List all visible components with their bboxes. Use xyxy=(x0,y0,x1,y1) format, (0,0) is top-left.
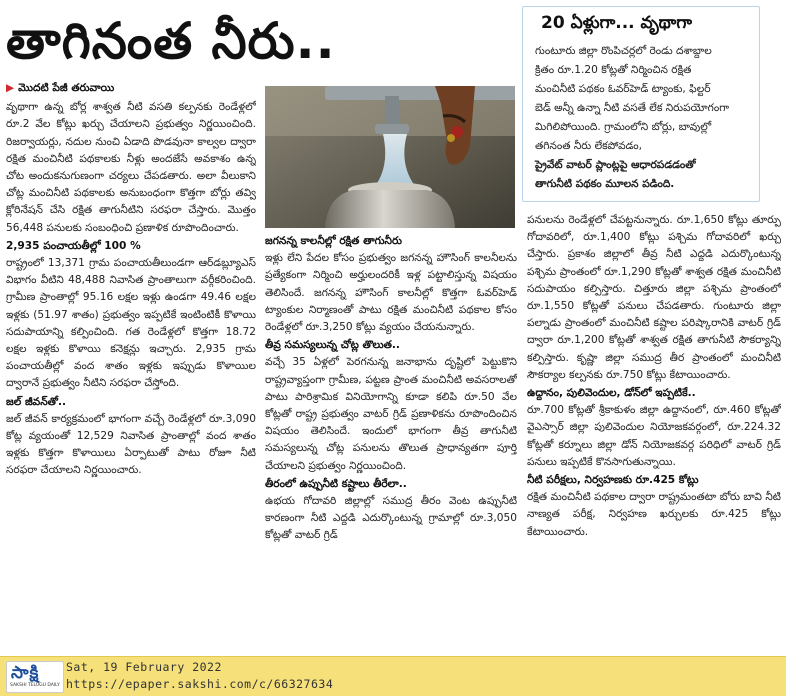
sidebox-line: బెడ్ అన్నీ ఉన్నా నీటి వసతే లేక నిరుపయోగంగా xyxy=(535,102,729,114)
sidebox xyxy=(522,6,760,202)
sidebox-line: మంచినీటి పథకం ఓవర్‌హెడ్ ట్యాంకు, ఫిల్టర్ xyxy=(535,83,711,95)
sidebox-line: మిగిలిపోయింది. గ్రామంలోని బోర్లు, బావుల్లో xyxy=(535,121,712,133)
article-paragraph: జల్ జీవన్ కార్యక్రమంలో భాగంగా వచ్చే రెండేళ్లలో రూ.3,090 కోట్ల వ్యయంతో 12,529 నివాసిత ప్రాంతాల్లో వంద శాతం ఇళ్లకు కొత్తగా కొళాయిలు ఏర్పాటుతో పాటు రోజూ నీటి సరఫరా చేయాలని నిర్ణయించారు. xyxy=(6,412,256,477)
subheading: జల్ జీవన్‌తో.. xyxy=(6,395,67,408)
photo-caption: జగనన్న కాలనీల్లో రక్షిత తాగునీరు xyxy=(265,235,402,247)
water-tap-photo xyxy=(265,86,515,228)
footer-bar xyxy=(0,656,786,696)
subheading: తీరంలో ఉప్పునీటి కష్టాలు తీరేలా.. xyxy=(265,477,407,490)
article-column-1 xyxy=(6,80,256,654)
subheading: నీటి పరీక్షలు, నిర్వహణకు రూ.425 కోట్లు xyxy=(527,474,699,487)
triangle-icon: ▶ xyxy=(6,82,15,94)
continued-marker xyxy=(6,80,256,97)
sidebox-title: 20 ఏళ్లుగా... వృథాగా xyxy=(541,13,693,33)
sidebox-line: తగినంత నీరు లేకపోవడం, xyxy=(535,140,643,152)
sidebox-bold-line: ప్రైవేట్ వాటర్ ప్లాంట్లపై ఆధారపడడంతో xyxy=(535,159,696,171)
article-paragraph: ఇళ్లు లేని పేదల కోసం ప్రభుత్వం జగనన్న హౌసింగ్ కాలనీలను ప్రత్యేకంగా నిర్మించి అర్హులందరికీ ఇళ్ల పట్టాలిస్తున్న విషయం తెలిసిందే. జగనన్న హౌసింగ్ కాలనీల్లో కొత్తగా ఓవర్‌హెడ్ ట్యాంకుల నిర్మాణంతో పాటు రక్షిత మంచినీటి పథకాల కోసం రెండేళ్లలో రూ.3,250 కోట్లు వ్యయం చేయనున్నారు. xyxy=(265,252,517,334)
subheading: తీవ్ర సమస్యలున్న చోట్ల తొలుత.. xyxy=(265,339,400,352)
article-column-2 xyxy=(265,232,517,654)
sidebox-line: గుంటూరు జిల్లా రొంపిచర్లలో రెండు దశాబ్దాల xyxy=(535,45,712,57)
sidebox-line: క్రితం రూ.1.20 కోట్లతో నిర్మించిన రక్షిత xyxy=(535,64,692,76)
continued-label: మొదటి పేజీ తరువాయి xyxy=(18,82,115,94)
article-paragraph: వచ్చే 35 ఏళ్లలో పెరగనున్న జనాభాను దృష్టిలో పెట్టుకొని రాష్ట్రవ్యాప్తంగా గ్రామీణ, పట్టణ ప్రాంత మంచినీటి అవసరాలతో పాటు పారిశ్రామిక వినియోగాన్ని కూడా కలిపి రూ.50 వేల కోట్లతో రాష్ట్ర ప్రభుత్వం వాటర్ గ్రిడ్ ప్రణాళికను రూపొందించిన విషయం తెలిసిందే. ఇందులో భాగంగా తీవ్ర తాగునీటి సమస్యలున్న చోట్ల పనులను తొలుత ప్రాధాన్యతగా పూర్తి చేయాలని ప్రభుత్వం నిర్ణయించింది. xyxy=(265,356,517,472)
article-column-3 xyxy=(527,212,781,654)
article-paragraph: రక్షిత మంచినీటి పథకాల ద్వారా రాష్ట్రమంతటా బోరు బావి నీటి నాణ్యత పరీక్ష, నిర్వహణ ఖర్చులకు రూ.425 కోట్లు కేటాయించారు. xyxy=(527,491,781,538)
sakshi-logo[interactable] xyxy=(6,661,64,693)
article-paragraph: వృథాగా ఉన్న బోర్ల శాశ్వత నీటి వసతి కల్పనకు రెండేళ్లలో రూ.2 వేల కోట్లు ఖర్చు చేయాలని ప్రభుత్వం నిర్ణయించింది. రిజర్వాయర్లు, నదుల నుంచి ఏడాది పొడవునా కాల్వల ద్వారా రక్షిత మంచినీటి పథకాలకు నీళ్లు అందజేసే అవకాశం ఉన్న చోట అందుకనుగుణంగా చర్యలు చేపడతారు. అలా వీలుకాని చోట్ల మంచినీటి పథకాలకు అనుబంధంగా కొత్తగా బోర్లు తవ్వి క్లోరినేషన్ చేసి రక్షిత తాగునీటిని సరఫరా చేస్తారు. మొత్తం 56,448 పనులకు సంబంధించి ప్రణాళిక రూపొందించారు. xyxy=(6,101,256,234)
article-paragraph: ఉభయ గోదావరి జిల్లాల్లో సముద్ర తీరం వెంట ఉప్పునీటి కారణంగా నీటి ఎద్దడి ఎదుర్కొంటున్న గ్రామాల్లో రూ.3,050 కోట్లతో వాటర్ గ్రిడ్ xyxy=(265,495,517,542)
logo-text: సాక్షి xyxy=(11,663,40,683)
article-paragraph: రాష్ట్రంలో 13,371 గ్రామ పంచాయతీలుండగా ఆర్‌డబ్ల్యూఎస్ విభాగం వీటిని 48,488 నివాసిత ప్రాంతాలుగా వర్గీకరించింది. గ్రామీణ ప్రాంతాల్లో 95.16 లక్షల ఇళ్లు ఉండగా 49.46 లక్షల ఇళ్లకు (51.97 శాతం) ప్రభుత్వం ఇప్పటికే ఇంటింటికీ కొళాయి సదుపాయాన్ని కల్పించింది. గత రెండేళ్లలో కొత్తగా 18.72 లక్షల ఇళ్లకు కొళాయి కనెక్షన్లు ఇచ్చారు. 2,935 గ్రామ పంచాయతీల్లో వంద శాతం ఇళ్లకు ఇప్పుడు కొళాయిల ద్వారానే ప్రభుత్వం నీటిని సరఫరా చేస్తోంది. xyxy=(6,257,256,390)
sidebox-bold-line: తాగునీటి పథకం మూలన పడింది. xyxy=(535,178,675,190)
subheading: 2,935 పంచాయతీల్లో 100 % xyxy=(6,239,141,252)
footer-date: Sat, 19 February 2022 xyxy=(66,660,222,674)
logo-subtext: SAKSHI TELUGU DAILY xyxy=(10,683,60,688)
subheading: ఉద్దానం, పులివెందుల, డోన్‌లో ఇప్పటికే.. xyxy=(527,387,696,400)
headline: తాగినంత నీరు.. xyxy=(6,12,336,70)
article-paragraph: రూ.700 కోట్లతో శ్రీకాకుళం జిల్లా ఉద్దానంలో, రూ.460 కోట్లతో వైఎస్సార్ జిల్లా పులివెందుల నియోజకవర్గంలో, రూ.224.32 కోట్లతో కర్నూలు జిల్లా డోన్ నియోజకవర్గ పరిధిలో వాటర్ గ్రిడ్ పనులు ఇప్పటికే కొనసాగుతున్నాయి. xyxy=(527,404,781,468)
article-paragraph: పనులను రెండేళ్లలో చేపట్టనున్నారు. రూ.1,650 కోట్లు తూర్పు గోదావరిలో, రూ.1,400 కోట్లు పశ్చిమ గోదావరిలో ఖర్చు చేస్తారు. ప్రకాశం జిల్లాలో తీవ్ర నీటి ఎద్దడి ఎదుర్కొంటున్న పశ్చిమ ప్రాంతంలో రూ.1,290 కోట్లతో శాశ్వత రక్షిత మంచినీటి సదుపాయం కల్పిస్తారు. చిత్తూరు జిల్లా పశ్చిమ ప్రాంతంలో రూ.1,550 కోట్లతో పనులు చేపడతారు. గుంటూరు జిల్లా పల్నాడు ప్రాంతంలో మంచినీటి కష్టాల పరిష్కారానికి వాటర్ గ్రిడ్ ద్వారా రూ.1,200 కోట్లతో శాశ్వత రక్షిత తాగునీటి సౌకర్యాన్ని కల్పిస్తారు. కృష్ణా జిల్లా సముద్ర తీర ప్రాంతంలో మంచినీటి సౌకర్యాల కల్పనకు రూ.750 కోట్లు కేటాయించారు. xyxy=(527,214,781,381)
footer-url[interactable]: https://epaper.sakshi.com/c/66327634 xyxy=(66,677,334,691)
photo-illustration xyxy=(265,86,515,228)
